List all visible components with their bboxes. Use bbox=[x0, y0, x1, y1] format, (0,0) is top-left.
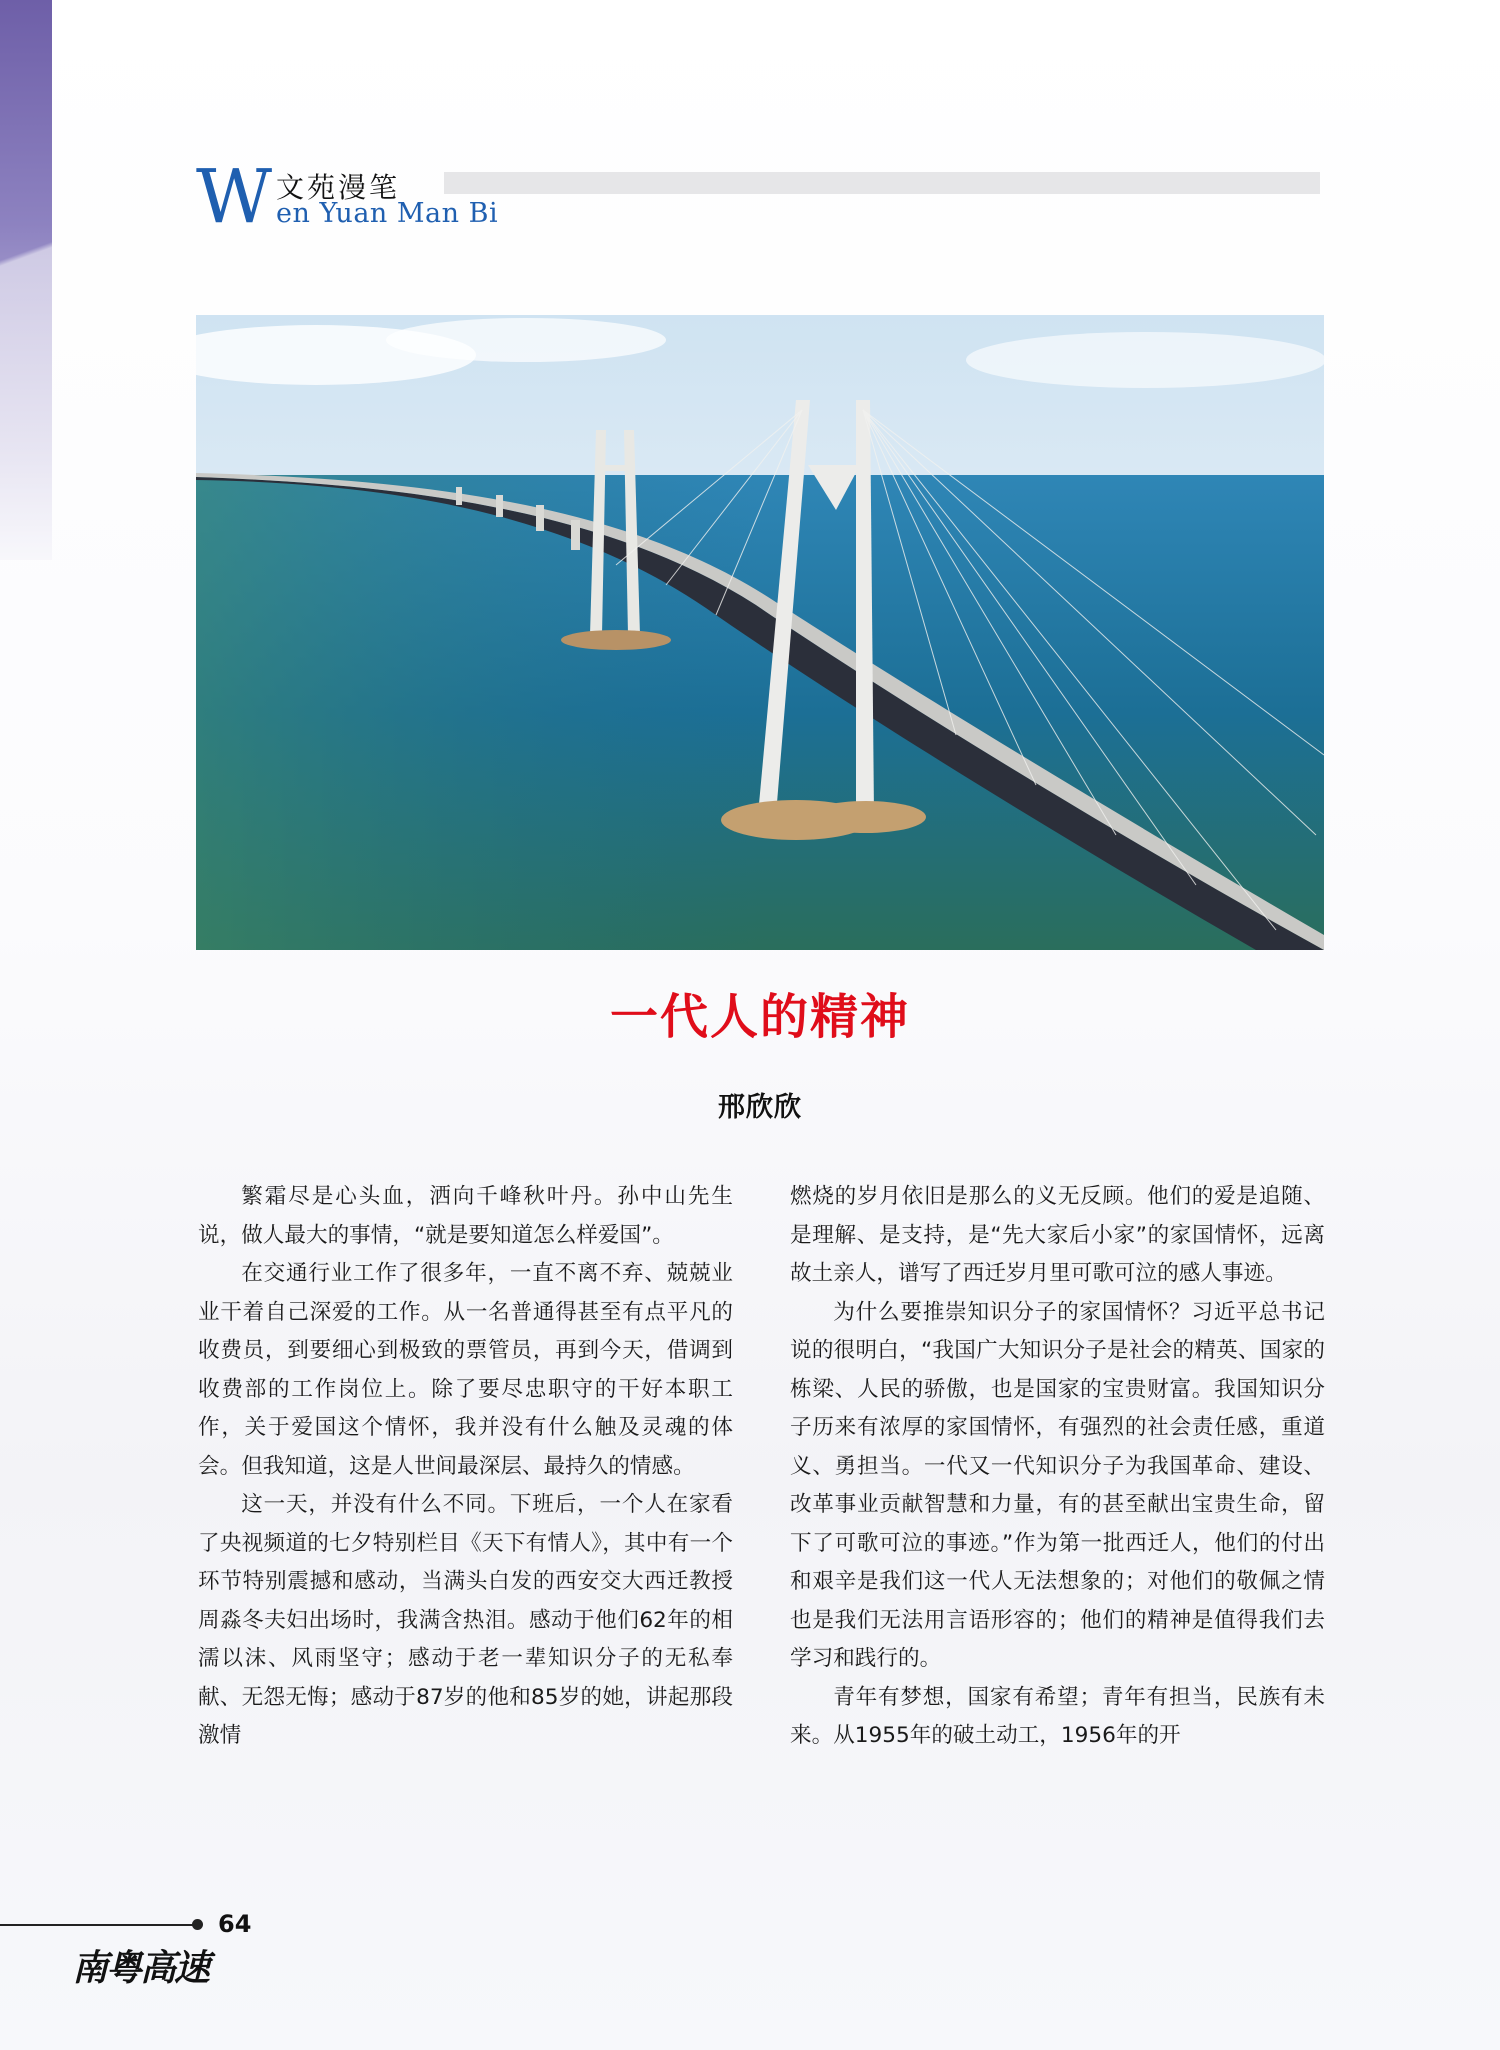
paragraph: 繁霜尽是心头血，洒向千峰秋叶丹。孙中山先生说，做人最大的事情，“就是要知道怎么样爱国”。 bbox=[198, 1184, 733, 1248]
article-author: 邢欣欣 bbox=[718, 1092, 802, 1123]
magazine-logo: 南粤高速 bbox=[72, 1947, 209, 1989]
column-initial: W bbox=[196, 154, 273, 240]
paragraph: 在交通行业工作了很多年，一直不离不弃、兢兢业业干着自己深爱的工作。从一名普通得甚至有点平凡的收费员，到要细心到极致的票管员，再到今天，借调到收费部的工作岗位上。除了要尽忠职守的干好本职工作，关于爱国这个情怀，我并没有什么触及灵魂的体会。但我知道，这是人世间最深层、最持久的情感。 bbox=[198, 1261, 733, 1479]
footer-rule bbox=[0, 1924, 200, 1926]
article-column-right bbox=[790, 1178, 1325, 1838]
bridge-illustration bbox=[196, 315, 1324, 950]
paragraph-continuation: 燃烧的岁月依旧是那么的义无反顾。他们的爱是追随、是理解、是支持，是“先大家后小家”的家国情怀，远离故土亲人，谱写了西迁岁月里可歌可泣的感人事迹。 bbox=[790, 1184, 1325, 1286]
column-header bbox=[196, 154, 1324, 240]
bridge-photo bbox=[196, 315, 1324, 950]
paragraph: 为什么要推崇知识分子的家国情怀？习近平总书记说的很明白，“我国广大知识分子是社会的精英、国家的栋梁、人民的骄傲，也是国家的宝贵财富。我国知识分子历来有浓厚的家国情怀，有强烈的社会责任感，重道义、勇担当。一代又一代知识分子为我国革命、建设、改革事业贡献智慧和力量，有的甚至献出宝贵生命，留下了可歌可泣的事迹。”作为第一批西迁人，他们的付出和艰辛是我们这一代人无法想象的；对他们的敬佩之情也是我们无法用言语形容的；他们的精神是值得我们去学习和践行的。 bbox=[790, 1299, 1325, 1671]
footer-dot bbox=[192, 1919, 203, 1930]
article-column-left bbox=[198, 1178, 733, 1838]
paragraph: 青年有梦想，国家有希望；青年有担当，民族有未来。从1955年的破土动工，1956年的开 bbox=[790, 1684, 1325, 1748]
header-rule bbox=[444, 172, 1320, 194]
column-title-cn: 文苑漫笔 bbox=[276, 171, 401, 204]
decorative-side-band bbox=[0, 0, 52, 560]
column-title-en: en Yuan Man Bi bbox=[276, 198, 499, 229]
paragraph: 这一天，并没有什么不同。下班后，一个人在家看了央视频道的七夕特别栏目《天下有情人》，其中有一个环节特别震撼和感动，当满头白发的西安交大西迁教授周淼冬夫妇出场时，我满含热泪。感动于他们62年的相濡以沫、风雨坚守；感动于老一辈知识分子的无私奉献、无怨无悔；感动于87岁的他和85岁的她，讲起那段激情 bbox=[198, 1492, 733, 1748]
page-number: 64 bbox=[218, 1910, 252, 1938]
article-title: 一代人的精神 bbox=[609, 989, 910, 1045]
